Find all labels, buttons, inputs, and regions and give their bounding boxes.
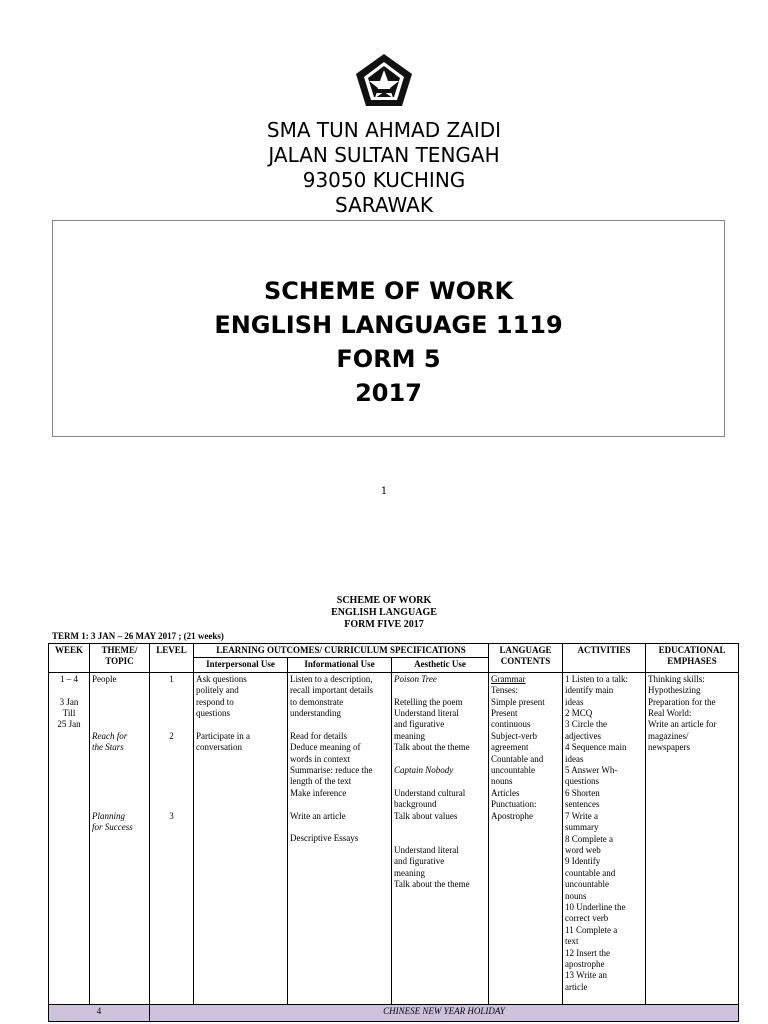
activity-line: summary — [565, 822, 599, 833]
activity-line: nouns — [565, 890, 587, 901]
informational-line: Write an article — [290, 810, 346, 821]
term-label: TERM 1: 3 JAN – 26 MAY 2017 ; (21 weeks) — [52, 631, 224, 641]
activity-line: apostrophe — [565, 958, 605, 969]
aesthetic-line: Talk about the theme — [394, 742, 470, 753]
activity-line: article — [565, 981, 588, 992]
language-line: Tenses: — [491, 685, 518, 696]
informational-line: Descriptive Essays — [290, 833, 359, 844]
interpersonal-line: conversation — [196, 742, 242, 753]
header-theme: THEME/ TOPIC — [90, 644, 150, 673]
level-2: 2 — [169, 730, 174, 741]
informational-line: Read for details — [290, 730, 347, 741]
activity-line: ideas — [565, 753, 584, 764]
aesthetic-line: meaning — [394, 867, 425, 878]
activity-line: questions — [565, 776, 600, 787]
cell-interpersonal — [194, 672, 288, 1004]
educational-line: Hypothesizing — [648, 685, 701, 696]
interpersonal-line: politely and — [196, 685, 239, 696]
cell-educational — [646, 672, 739, 1004]
scheme-heading-line-2: ENGLISH LANGUAGE — [331, 607, 437, 618]
scheme-heading — [0, 595, 768, 631]
school-street: JALAN SULTAN TENGAH — [268, 143, 500, 167]
activity-line: 4 Sequence main — [565, 742, 627, 753]
activity-line: 1 Listen to a talk: — [565, 673, 629, 684]
interpersonal-line: Ask questions — [196, 673, 247, 684]
level-1: 1 — [169, 673, 174, 684]
week-start: 3 Jan — [59, 696, 79, 707]
school-crest-icon — [354, 52, 414, 108]
activity-line: word web — [565, 844, 601, 855]
page-number: 1 — [380, 486, 388, 497]
cell-level — [150, 672, 194, 1004]
informational-line: length of the text — [290, 776, 352, 787]
aesthetic-line: Understand cultural — [394, 787, 466, 798]
activity-line: adjectives — [565, 730, 602, 741]
informational-line: Listen to a description, — [290, 673, 373, 684]
activity-line: correct verb — [565, 913, 609, 924]
header-week: WEEK — [49, 644, 90, 673]
aesthetic-line: and figurative — [394, 856, 445, 867]
title-line-3: FORM 5 — [336, 345, 441, 373]
scheme-heading-line-1: SCHEME OF WORK — [336, 595, 432, 606]
educational-line: Preparation for the — [648, 696, 716, 707]
header-aesthetic: Aesthetic Use — [392, 658, 489, 672]
activity-line: countable and — [565, 867, 616, 878]
level-3: 3 — [169, 810, 174, 821]
holiday-week: 4 — [49, 1004, 150, 1021]
poem-title-2: Captain Nobody — [394, 765, 454, 776]
cell-activities — [563, 672, 646, 1004]
theme-reach-2: the Stars — [92, 742, 124, 753]
week-range: 1 – 4 — [60, 673, 78, 684]
activity-line: 9 Identify — [565, 856, 601, 867]
table-row — [49, 672, 739, 1004]
activity-line: 6 Shorten — [565, 787, 600, 798]
activity-line: 7 Write a — [565, 810, 598, 821]
aesthetic-line: Talk about values — [394, 810, 458, 821]
informational-line: recall important details — [290, 685, 373, 696]
informational-line: to demonstrate — [290, 696, 344, 707]
informational-line: Summarise: reduce the — [290, 765, 373, 776]
header-language-contents: LANGUAGE CONTENTS — [489, 644, 563, 673]
title-line-2: ENGLISH LANGUAGE 1119 — [214, 311, 563, 339]
informational-line: words in context — [290, 753, 350, 764]
school-name: SMA TUN AHMAD ZAIDI — [266, 118, 502, 142]
activity-line: 5 Answer Wh- — [565, 765, 618, 776]
aesthetic-line: Understand literal — [394, 844, 459, 855]
grammar-heading: Grammar — [491, 673, 526, 684]
header-learning-outcomes: LEARNING OUTCOMES/ CURRICULUM SPECIFICATIONS — [194, 644, 489, 658]
cell-theme — [90, 672, 150, 1004]
activity-line: 13 Write an — [565, 970, 607, 981]
informational-line: Make inference — [290, 787, 347, 798]
theme-people: People — [92, 673, 117, 684]
aesthetic-line: and figurative — [394, 719, 445, 730]
language-line: continuous — [491, 719, 531, 730]
header-activities: ACTIVITIES — [563, 644, 646, 673]
language-line: Present — [491, 708, 518, 719]
cell-week — [49, 672, 90, 1004]
activity-line: 8 Complete a — [565, 833, 614, 844]
activity-line: identify main — [565, 685, 614, 696]
scheme-heading-line-3: FORM FIVE 2017 — [344, 619, 424, 630]
title-box — [52, 220, 725, 437]
theme-planning-1: Planning — [92, 810, 125, 821]
language-line: Simple present — [491, 696, 545, 707]
activity-line: text — [565, 936, 579, 947]
cell-informational — [288, 672, 392, 1004]
school-address — [0, 118, 768, 218]
aesthetic-line: Talk about the theme — [394, 879, 470, 890]
poem-title-1: Poison Tree — [394, 673, 437, 684]
week-end: 25 Jan — [57, 719, 81, 730]
aesthetic-line: background — [394, 799, 437, 810]
activity-line: 3 Circle the — [565, 719, 608, 730]
educational-line: newspapers — [648, 742, 691, 753]
header-level: LEVEL — [150, 644, 194, 673]
interpersonal-line: respond to — [196, 696, 234, 707]
language-line: agreement — [491, 742, 529, 753]
aesthetic-line: meaning — [394, 730, 425, 741]
header-educational-emphases: EDUCATIONAL EMPHASES — [646, 644, 739, 673]
holiday-label: CHINESE NEW YEAR HOLIDAY — [150, 1004, 739, 1021]
activity-line: ideas — [565, 696, 584, 707]
cell-language — [489, 672, 563, 1004]
table-header-row — [49, 644, 739, 658]
language-line: uncountable — [491, 765, 536, 776]
informational-line: understanding — [290, 708, 341, 719]
educational-line: magazines/ — [648, 730, 689, 741]
week-till: Till — [62, 708, 76, 719]
interpersonal-line: questions — [196, 708, 231, 719]
educational-line: Real World: — [648, 708, 692, 719]
header-interpersonal: Interpersonal Use — [194, 658, 288, 672]
language-line: Apostrophe — [491, 810, 534, 821]
school-state: SARAWAK — [335, 193, 433, 217]
activity-line: 2 MCQ — [565, 708, 593, 719]
activity-line: uncountable — [565, 879, 610, 890]
school-city: 93050 KUCHING — [302, 168, 466, 192]
language-line: Countable and — [491, 753, 544, 764]
language-line: Subject-verb — [491, 730, 538, 741]
theme-planning-2: for Success — [92, 821, 133, 832]
theme-reach-1: Reach for — [92, 730, 128, 741]
activity-line: 12 Insert the — [565, 947, 611, 958]
activity-line: 11 Complete a — [565, 924, 618, 935]
language-line: Articles — [491, 787, 520, 798]
language-line: nouns — [491, 776, 513, 787]
aesthetic-line: Retelling the poem — [394, 696, 463, 707]
interpersonal-line: Participate in a — [196, 730, 250, 741]
educational-line: Write an article for — [648, 719, 717, 730]
cell-aesthetic — [392, 672, 489, 1004]
activity-line: 10 Underline the — [565, 901, 626, 912]
scheme-table — [48, 643, 739, 1022]
language-line: Punctuation: — [491, 799, 537, 810]
educational-line: Thinking skills: — [648, 673, 705, 684]
informational-line: Deduce meaning of — [290, 742, 361, 753]
activity-line: sentences — [565, 799, 600, 810]
aesthetic-line: Understand literal — [394, 708, 459, 719]
title-line-1: SCHEME OF WORK — [263, 277, 514, 305]
header-informational: Informational Use — [288, 658, 392, 672]
title-line-4: 2017 — [355, 379, 422, 407]
holiday-row — [49, 1004, 739, 1021]
